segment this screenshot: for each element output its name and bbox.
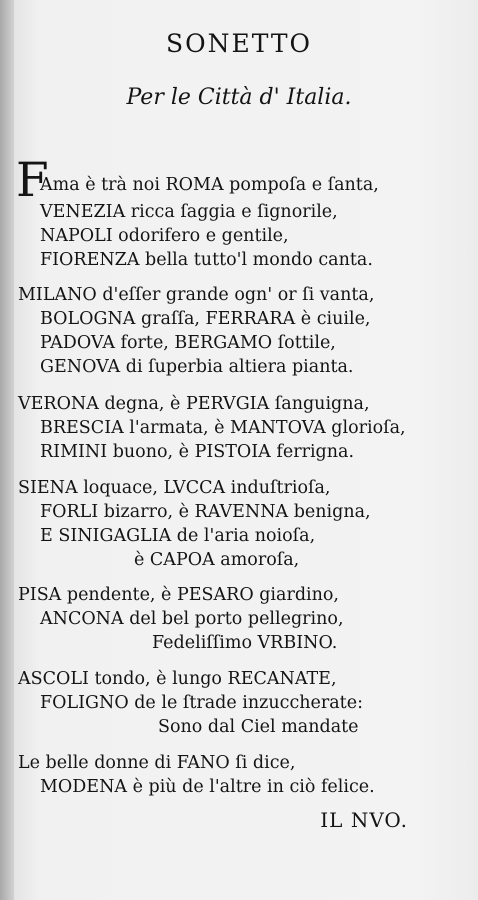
poem-line-23: MODENA è più de l'altre in ciò felice. [40, 777, 375, 797]
poem-line-9: VERONA degna, è PERVGIA ſanguigna, [18, 394, 370, 414]
poem-subtitle: Per le Città d' Italia. [126, 85, 352, 110]
poem-line-8: GENOVA di ſuperbia altiera pianta. [40, 357, 354, 377]
poem-line-22: Le belle donne di FANO ſi dice, [18, 753, 296, 773]
page-gutter [0, 0, 14, 900]
poem-line-5: MILANO d'eſſer grande ogn' or ſi vanta, [18, 285, 375, 305]
poem-line-20: FOLIGNO de le ſtrade inzuccherate: [40, 693, 363, 713]
poem-line-19: ASCOLI tondo, è lungo RECANATE, [18, 669, 337, 689]
poem-line-2: VENEZIA ricca ſaggia e ſignorile, [40, 202, 338, 222]
poem-line-12: SIENA loquace, LVCCA induſtrioſa, [18, 478, 331, 498]
poem-line-7: PADOVA forte, BERGAMO ſottile, [40, 333, 336, 353]
poem-line-6: BOLOGNA graſſa, FERRARA è ciuile, [40, 309, 371, 329]
drop-cap: F [16, 153, 49, 208]
poem-line-11: RIMINI buono, è PISTOIA ferrigna. [40, 442, 355, 462]
poem-line-15: è CAPOA amoroſa, [134, 550, 300, 570]
poem-line-10: BRESCIA l'armata, è MANTOVA glorioſa, [40, 418, 406, 438]
poem-line-3: NAPOLI odorifero e gentile, [40, 226, 289, 246]
poem-line-1: Ama è trà noi ROMA pompoſa e ſanta, [40, 175, 379, 195]
poem-line-14: E SINIGAGLIA de l'aria noioſa, [40, 526, 316, 546]
poem-line-16: PISA pendente, è PESARO giardino, [18, 585, 339, 605]
poem-line-21: Sono dal Ciel mandate [158, 717, 359, 737]
poem-line-13: FORLI bizarro, è RAVENNA benigna, [40, 502, 371, 522]
poem-line-4: FIORENZA bella tutto'l mondo canta. [40, 250, 373, 270]
poem-line-17: ANCONA del bel porto pellegrino, [40, 609, 344, 629]
signature: IL NVO. [320, 808, 408, 832]
poem-title: SONETTO [165, 29, 313, 58]
poem-line-18: Fedeliſſimo VRBINO. [152, 633, 338, 653]
